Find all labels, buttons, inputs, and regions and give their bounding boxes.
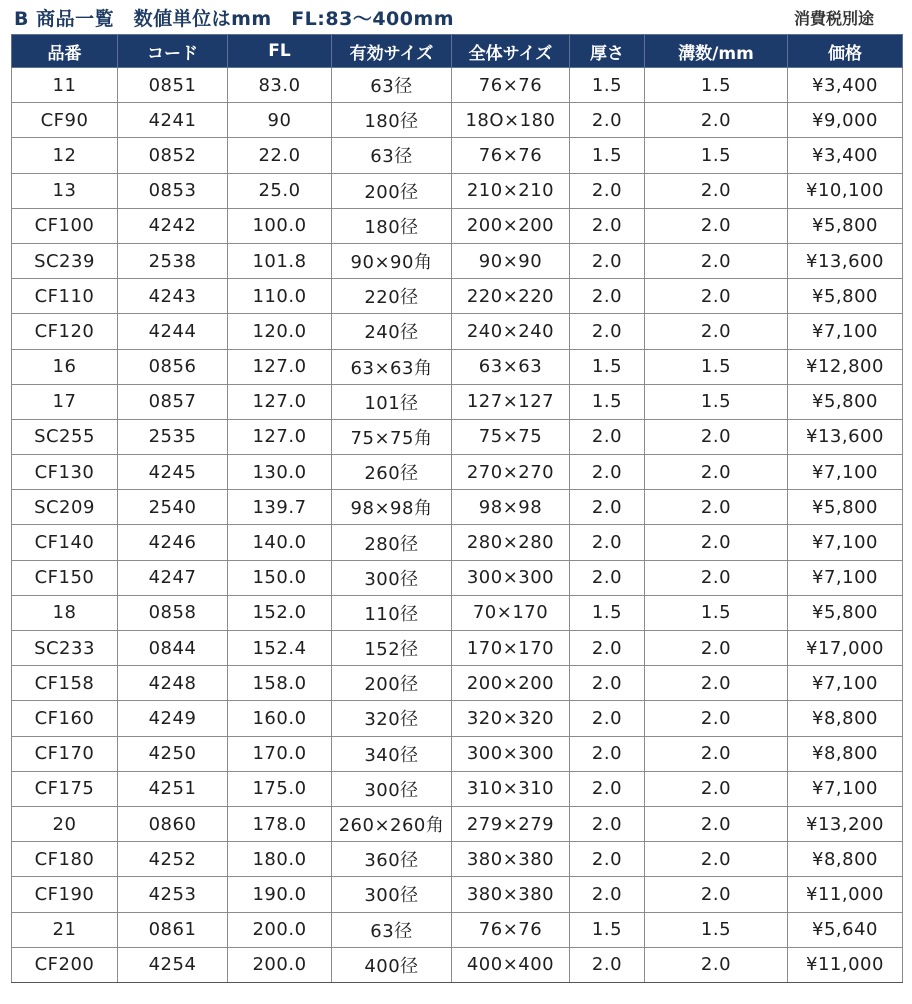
table-row xyxy=(12,525,903,560)
fl-cell: 150.0 xyxy=(228,560,332,595)
grooves-cell: 1.5 xyxy=(645,349,788,384)
code-cell: 0856 xyxy=(118,349,228,384)
fl-cell: 22.0 xyxy=(228,138,332,173)
grooves-cell: 2.0 xyxy=(645,279,788,314)
part-number-cell: SC239 xyxy=(12,243,118,278)
thickness-cell: 1.5 xyxy=(570,912,645,947)
code-cell: 0861 xyxy=(118,912,228,947)
effective-size-cell: 200径 xyxy=(332,173,452,208)
effective-size-cell: 260×260角 xyxy=(332,806,452,841)
page-title: B 商品一覧 数値単位はmm FL:83〜400mm xyxy=(14,8,455,30)
price-cell: ¥7,100 xyxy=(788,560,903,595)
thickness-cell: 2.0 xyxy=(570,666,645,701)
table-row xyxy=(12,455,903,490)
price-cell: ¥5,800 xyxy=(788,384,903,419)
part-number-cell: CF158 xyxy=(12,666,118,701)
grooves-cell: 2.0 xyxy=(645,560,788,595)
price-cell: ¥13,200 xyxy=(788,806,903,841)
fl-cell: 200.0 xyxy=(228,912,332,947)
code-cell: 4253 xyxy=(118,877,228,912)
code-cell: 4249 xyxy=(118,701,228,736)
code-cell: 0851 xyxy=(118,68,228,103)
price-cell: ¥5,800 xyxy=(788,490,903,525)
effective-size-cell: 240径 xyxy=(332,314,452,349)
overall-size-cell: 220×220 xyxy=(452,279,570,314)
code-cell: 2538 xyxy=(118,243,228,278)
overall-size-cell: 400×400 xyxy=(452,947,570,982)
overall-size-cell: 76×76 xyxy=(452,68,570,103)
effective-size-cell: 300径 xyxy=(332,877,452,912)
thickness-cell: 2.0 xyxy=(570,243,645,278)
overall-size-cell: 76×76 xyxy=(452,138,570,173)
effective-size-cell: 300径 xyxy=(332,560,452,595)
table-row xyxy=(12,138,903,173)
price-cell: ¥17,000 xyxy=(788,631,903,666)
price-cell: ¥5,640 xyxy=(788,912,903,947)
thickness-cell: 1.5 xyxy=(570,68,645,103)
fl-cell: 90 xyxy=(228,103,332,138)
code-cell: 0852 xyxy=(118,138,228,173)
price-cell: ¥7,100 xyxy=(788,455,903,490)
price-cell: ¥13,600 xyxy=(788,243,903,278)
part-number-cell: 12 xyxy=(12,138,118,173)
fl-cell: 152.0 xyxy=(228,595,332,630)
thickness-cell: 2.0 xyxy=(570,560,645,595)
part-number-cell: CF130 xyxy=(12,455,118,490)
table-row xyxy=(12,947,903,982)
effective-size-cell: 180径 xyxy=(332,208,452,243)
part-number-cell: 17 xyxy=(12,384,118,419)
thickness-cell: 2.0 xyxy=(570,806,645,841)
thickness-cell: 2.0 xyxy=(570,419,645,454)
table-row xyxy=(12,208,903,243)
fl-cell: 180.0 xyxy=(228,842,332,877)
grooves-cell: 2.0 xyxy=(645,736,788,771)
grooves-cell: 2.0 xyxy=(645,208,788,243)
part-number-cell: 11 xyxy=(12,68,118,103)
overall-size-cell: 170×170 xyxy=(452,631,570,666)
part-number-cell: SC233 xyxy=(12,631,118,666)
part-number-cell: 20 xyxy=(12,806,118,841)
part-number-cell: CF175 xyxy=(12,771,118,806)
thickness-cell: 1.5 xyxy=(570,349,645,384)
code-cell: 0853 xyxy=(118,173,228,208)
fl-cell: 127.0 xyxy=(228,349,332,384)
part-number-cell: CF140 xyxy=(12,525,118,560)
overall-size-cell: 76×76 xyxy=(452,912,570,947)
table-row xyxy=(12,243,903,278)
code-cell: 0858 xyxy=(118,595,228,630)
product-table xyxy=(11,34,903,983)
price-cell: ¥8,800 xyxy=(788,736,903,771)
part-number-cell: CF160 xyxy=(12,701,118,736)
thickness-cell: 2.0 xyxy=(570,771,645,806)
fl-cell: 175.0 xyxy=(228,771,332,806)
fl-cell: 140.0 xyxy=(228,525,332,560)
overall-size-cell: 270×270 xyxy=(452,455,570,490)
fl-cell: 127.0 xyxy=(228,384,332,419)
effective-size-cell: 90×90角 xyxy=(332,243,452,278)
fl-cell: 25.0 xyxy=(228,173,332,208)
fl-cell: 178.0 xyxy=(228,806,332,841)
part-number-cell: CF100 xyxy=(12,208,118,243)
table-row xyxy=(12,631,903,666)
overall-size-cell: 380×380 xyxy=(452,842,570,877)
price-cell: ¥10,100 xyxy=(788,173,903,208)
effective-size-cell: 75×75角 xyxy=(332,419,452,454)
code-cell: 4250 xyxy=(118,736,228,771)
overall-size-cell: 18O×180 xyxy=(452,103,570,138)
fl-cell: 130.0 xyxy=(228,455,332,490)
table-row xyxy=(12,68,903,103)
overall-size-cell: 63×63 xyxy=(452,349,570,384)
part-number-cell: CF120 xyxy=(12,314,118,349)
grooves-cell: 2.0 xyxy=(645,525,788,560)
thickness-cell: 1.5 xyxy=(570,138,645,173)
column-header-part-number: 品番 xyxy=(12,35,118,68)
effective-size-cell: 152径 xyxy=(332,631,452,666)
thickness-cell: 2.0 xyxy=(570,279,645,314)
tax-note: 消費税別途 xyxy=(793,9,874,28)
code-cell: 0857 xyxy=(118,384,228,419)
price-cell: ¥7,100 xyxy=(788,525,903,560)
price-cell: ¥5,800 xyxy=(788,208,903,243)
thickness-cell: 2.0 xyxy=(570,173,645,208)
code-cell: 4246 xyxy=(118,525,228,560)
table-row xyxy=(12,314,903,349)
code-cell: 0860 xyxy=(118,806,228,841)
price-cell: ¥3,400 xyxy=(788,68,903,103)
thickness-cell: 1.5 xyxy=(570,595,645,630)
part-number-cell: CF110 xyxy=(12,279,118,314)
part-number-cell: CF150 xyxy=(12,560,118,595)
grooves-cell: 1.5 xyxy=(645,138,788,173)
grooves-cell: 2.0 xyxy=(645,877,788,912)
grooves-cell: 2.0 xyxy=(645,419,788,454)
overall-size-cell: 200×200 xyxy=(452,208,570,243)
effective-size-cell: 400径 xyxy=(332,947,452,982)
thickness-cell: 2.0 xyxy=(570,455,645,490)
table-row xyxy=(12,279,903,314)
column-header-code: コード xyxy=(118,35,228,68)
grooves-cell: 2.0 xyxy=(645,771,788,806)
part-number-cell: CF180 xyxy=(12,842,118,877)
effective-size-cell: 63径 xyxy=(332,138,452,173)
effective-size-cell: 180径 xyxy=(332,103,452,138)
table-row xyxy=(12,349,903,384)
table-row xyxy=(12,173,903,208)
column-header-overall-size: 全体サイズ xyxy=(452,35,570,68)
grooves-cell: 2.0 xyxy=(645,243,788,278)
fl-cell: 120.0 xyxy=(228,314,332,349)
fl-cell: 152.4 xyxy=(228,631,332,666)
price-cell: ¥11,000 xyxy=(788,947,903,982)
code-cell: 4244 xyxy=(118,314,228,349)
table-row xyxy=(12,419,903,454)
column-header-fl: FL xyxy=(228,35,332,68)
column-header-price: 価格 xyxy=(788,35,903,68)
table-row xyxy=(12,771,903,806)
effective-size-cell: 110径 xyxy=(332,595,452,630)
price-cell: ¥3,400 xyxy=(788,138,903,173)
fl-cell: 170.0 xyxy=(228,736,332,771)
thickness-cell: 2.0 xyxy=(570,701,645,736)
grooves-cell: 1.5 xyxy=(645,384,788,419)
code-cell: 4248 xyxy=(118,666,228,701)
price-cell: ¥7,100 xyxy=(788,666,903,701)
grooves-cell: 2.0 xyxy=(645,842,788,877)
thickness-cell: 2.0 xyxy=(570,314,645,349)
code-cell: 2540 xyxy=(118,490,228,525)
fl-cell: 190.0 xyxy=(228,877,332,912)
thickness-cell: 2.0 xyxy=(570,103,645,138)
table-row xyxy=(12,842,903,877)
overall-size-cell: 320×320 xyxy=(452,701,570,736)
price-cell: ¥5,800 xyxy=(788,279,903,314)
thickness-cell: 2.0 xyxy=(570,736,645,771)
fl-cell: 158.0 xyxy=(228,666,332,701)
fl-cell: 127.0 xyxy=(228,419,332,454)
effective-size-cell: 280径 xyxy=(332,525,452,560)
effective-size-cell: 300径 xyxy=(332,771,452,806)
grooves-cell: 2.0 xyxy=(645,314,788,349)
effective-size-cell: 320径 xyxy=(332,701,452,736)
fl-cell: 200.0 xyxy=(228,947,332,982)
part-number-cell: CF170 xyxy=(12,736,118,771)
table-row xyxy=(12,103,903,138)
column-header-effective-size: 有効サイズ xyxy=(332,35,452,68)
overall-size-cell: 380×380 xyxy=(452,877,570,912)
column-header-thickness: 厚さ xyxy=(570,35,645,68)
code-cell: 4254 xyxy=(118,947,228,982)
part-number-cell: CF190 xyxy=(12,877,118,912)
effective-size-cell: 63径 xyxy=(332,912,452,947)
table-row xyxy=(12,560,903,595)
grooves-cell: 2.0 xyxy=(645,806,788,841)
effective-size-cell: 260径 xyxy=(332,455,452,490)
overall-size-cell: 90×90 xyxy=(452,243,570,278)
table-row xyxy=(12,595,903,630)
table-row xyxy=(12,490,903,525)
overall-size-cell: 300×300 xyxy=(452,736,570,771)
thickness-cell: 2.0 xyxy=(570,947,645,982)
grooves-cell: 2.0 xyxy=(645,173,788,208)
table-row xyxy=(12,736,903,771)
effective-size-cell: 63×63角 xyxy=(332,349,452,384)
fl-cell: 100.0 xyxy=(228,208,332,243)
price-cell: ¥7,100 xyxy=(788,771,903,806)
grooves-cell: 2.0 xyxy=(645,666,788,701)
effective-size-cell: 101径 xyxy=(332,384,452,419)
table-row xyxy=(12,701,903,736)
fl-cell: 160.0 xyxy=(228,701,332,736)
code-cell: 4241 xyxy=(118,103,228,138)
fl-cell: 101.8 xyxy=(228,243,332,278)
part-number-cell: 13 xyxy=(12,173,118,208)
grooves-cell: 2.0 xyxy=(645,103,788,138)
fl-cell: 139.7 xyxy=(228,490,332,525)
overall-size-cell: 210×210 xyxy=(452,173,570,208)
overall-size-cell: 310×310 xyxy=(452,771,570,806)
thickness-cell: 2.0 xyxy=(570,877,645,912)
part-number-cell: CF90 xyxy=(12,103,118,138)
part-number-cell: SC255 xyxy=(12,419,118,454)
grooves-cell: 2.0 xyxy=(645,631,788,666)
effective-size-cell: 220径 xyxy=(332,279,452,314)
table-header-row xyxy=(12,35,903,68)
price-cell: ¥8,800 xyxy=(788,701,903,736)
effective-size-cell: 63径 xyxy=(332,68,452,103)
price-cell: ¥9,000 xyxy=(788,103,903,138)
price-cell: ¥5,800 xyxy=(788,595,903,630)
part-number-cell: CF200 xyxy=(12,947,118,982)
table-row xyxy=(12,666,903,701)
code-cell: 4247 xyxy=(118,560,228,595)
code-cell: 2535 xyxy=(118,419,228,454)
code-cell: 4251 xyxy=(118,771,228,806)
grooves-cell: 2.0 xyxy=(645,947,788,982)
part-number-cell: 21 xyxy=(12,912,118,947)
thickness-cell: 2.0 xyxy=(570,490,645,525)
page-header xyxy=(0,0,912,34)
overall-size-cell: 70×170 xyxy=(452,595,570,630)
table-row xyxy=(12,877,903,912)
part-number-cell: SC209 xyxy=(12,490,118,525)
code-cell: 0844 xyxy=(118,631,228,666)
grooves-cell: 1.5 xyxy=(645,68,788,103)
fl-cell: 110.0 xyxy=(228,279,332,314)
part-number-cell: 16 xyxy=(12,349,118,384)
thickness-cell: 2.0 xyxy=(570,208,645,243)
overall-size-cell: 280×280 xyxy=(452,525,570,560)
overall-size-cell: 279×279 xyxy=(452,806,570,841)
thickness-cell: 2.0 xyxy=(570,842,645,877)
code-cell: 4242 xyxy=(118,208,228,243)
thickness-cell: 1.5 xyxy=(570,384,645,419)
grooves-cell: 2.0 xyxy=(645,455,788,490)
fl-cell: 83.0 xyxy=(228,68,332,103)
thickness-cell: 2.0 xyxy=(570,525,645,560)
column-header-grooves: 溝数/mm xyxy=(645,35,788,68)
effective-size-cell: 340径 xyxy=(332,736,452,771)
code-cell: 4243 xyxy=(118,279,228,314)
price-cell: ¥7,100 xyxy=(788,314,903,349)
code-cell: 4252 xyxy=(118,842,228,877)
overall-size-cell: 240×240 xyxy=(452,314,570,349)
price-cell: ¥11,000 xyxy=(788,877,903,912)
overall-size-cell: 300×300 xyxy=(452,560,570,595)
grooves-cell: 1.5 xyxy=(645,595,788,630)
thickness-cell: 2.0 xyxy=(570,631,645,666)
overall-size-cell: 127×127 xyxy=(452,384,570,419)
effective-size-cell: 200径 xyxy=(332,666,452,701)
overall-size-cell: 75×75 xyxy=(452,419,570,454)
grooves-cell: 2.0 xyxy=(645,701,788,736)
code-cell: 4245 xyxy=(118,455,228,490)
part-number-cell: 18 xyxy=(12,595,118,630)
grooves-cell: 1.5 xyxy=(645,912,788,947)
overall-size-cell: 200×200 xyxy=(452,666,570,701)
price-cell: ¥8,800 xyxy=(788,842,903,877)
grooves-cell: 2.0 xyxy=(645,490,788,525)
table-body xyxy=(12,68,903,983)
effective-size-cell: 98×98角 xyxy=(332,490,452,525)
effective-size-cell: 360径 xyxy=(332,842,452,877)
table-row xyxy=(12,806,903,841)
table-row xyxy=(12,384,903,419)
table-row xyxy=(12,912,903,947)
overall-size-cell: 98×98 xyxy=(452,490,570,525)
price-cell: ¥12,800 xyxy=(788,349,903,384)
price-cell: ¥13,600 xyxy=(788,419,903,454)
